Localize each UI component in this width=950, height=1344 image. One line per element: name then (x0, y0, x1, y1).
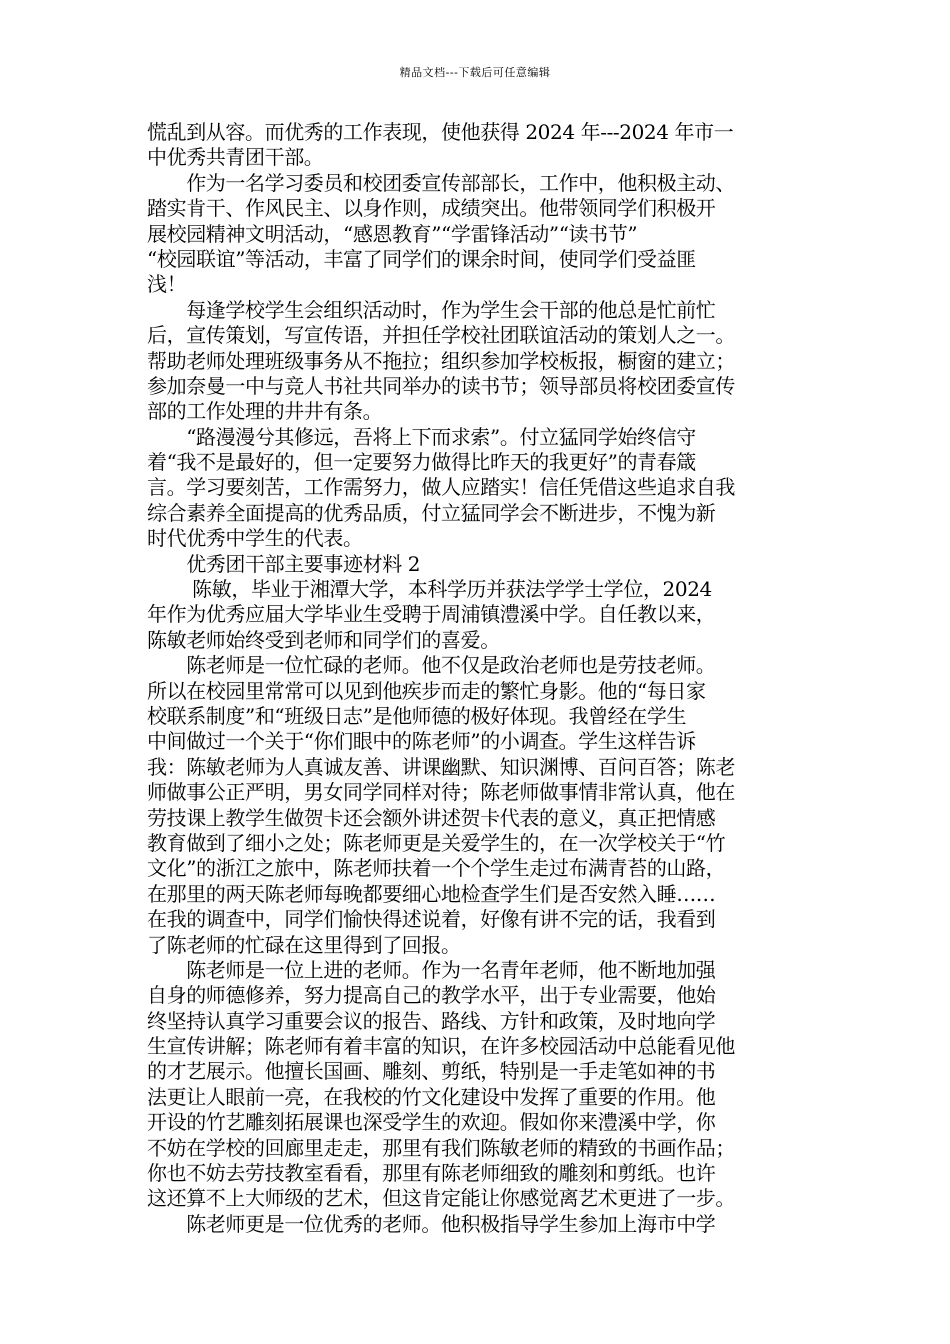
page-header: 精品文档---下载后可任意编辑 (399, 66, 551, 79)
text-line: 法更让人眼前一亮，在我校的竹文化建设中发挥了重要的作用。他 (147, 1084, 716, 1109)
text-line: 的才艺展示。他擅长国画、雕刻、剪纸，特别是一手走笔如神的书 (147, 1059, 716, 1084)
text-line: 陈老师是一位上进的老师。作为一名青年老师，他不断地加强 (147, 957, 716, 982)
text-line: 了陈老师的忙碌在这里得到了回报。 (147, 932, 461, 957)
text-line: 师做事公正严明，男女同学同样对待；陈老师做事情非常认真，他在 (147, 780, 735, 805)
text-line: 陈敏，毕业于湘潭大学，本科学历并获法学学士学位，2024 (147, 577, 712, 602)
text-line: 自身的师德修养，努力提高自己的教学水平，出于专业需要，他始 (147, 983, 716, 1008)
text-line: 优秀团干部主要事迹材料 2 (147, 551, 421, 576)
text-line: 综合素养全面提高的优秀品质，付立猛同学会不断进步，不愧为新 (147, 500, 716, 525)
text-line: 陈老师更是一位优秀的老师。他积极指导学生参加上海市中学 (147, 1211, 716, 1236)
text-line: 展校园精神文明活动，“感恩教育”“学雷锋活动”“读书节” (147, 221, 638, 246)
text-line: 教育做到了细小之处；陈老师更是关爱学生的，在一次学校关于“竹 (147, 830, 726, 855)
text-line: 开设的竹艺雕刻拓展课也深受学生的欢迎。假如你来澧溪中学，你 (147, 1110, 716, 1135)
text-line: 部的工作处理的井井有条。 (147, 399, 383, 424)
text-line: 中间做过一个关于“你们眼中的陈老师”的小调查。学生这样告诉 (147, 729, 696, 754)
text-line: 陈敏老师始终受到老师和同学们的喜爱。 (147, 627, 500, 652)
text-line: 言。学习要刻苦，工作需努力，做人应踏实！信任凭借这些追求自我 (147, 475, 735, 500)
text-line: 浅！ (147, 272, 187, 297)
text-line: 每逢学校学生会组织活动时，作为学生会干部的他总是忙前忙 (147, 297, 716, 322)
text-line: 校联系制度”和“班级日志”是他师德的极好体现。我曾经在学生 (147, 703, 687, 728)
text-line: 你也不妨去劳技教室看看，那里有陈老师细致的雕刻和剪纸。也许 (147, 1161, 716, 1186)
text-line: 后，宣传策划，写宣传语，并担任学校社团联谊活动的策划人之一。 (147, 323, 735, 348)
text-line: 慌乱到从容。而优秀的工作表现，使他获得 2024 年---2024 年市一 (147, 120, 734, 144)
text-line: 生宣传讲解；陈老师有着丰富的知识，在许多校园活动中总能看见他 (147, 1034, 735, 1059)
text-line: 这还算不上大师级的艺术，但这肯定能让你感觉离艺术更进了一步。 (147, 1186, 735, 1211)
text-line: 着“我不是最好的，但一定要努力做得比昨天的我更好”的青春箴 (147, 450, 696, 475)
text-line: 作为一名学习委员和校团委宣传部部长，工作中，他积极主动、 (147, 170, 735, 195)
text-line: 参加奈曼一中与竞人书社共同举办的读书节；领导部员将校团委宣传 (147, 373, 735, 398)
text-line: “校园联谊”等活动，丰富了同学们的课余时间，使同学们受益匪 (147, 246, 696, 271)
text-line: 劳技课上教学生做贺卡还会额外讲述贺卡代表的意义，真正把情感 (147, 805, 716, 830)
text-line: 在我的调查中，同学们愉快得述说着，好像有讲不完的话，我看到 (147, 907, 716, 932)
text-line: 踏实肯干、作风民主、以身作则，成绩突出。他带领同学们积极开 (147, 196, 716, 221)
text-line: 终坚持认真学习重要会议的报告、路线、方针和政策，及时地向学 (147, 1008, 716, 1033)
text-line: 中优秀共青团干部。 (147, 145, 324, 170)
text-line: 陈老师是一位忙碌的老师。他不仅是政治老师也是劳技老师。 (147, 653, 716, 678)
text-line: 帮助老师处理班级事务从不拖拉；组织参加学校板报，橱窗的建立； (147, 348, 735, 373)
text-line: 文化”的浙江之旅中，陈老师扶着一个个学生走过布满青苔的山路， (147, 856, 726, 881)
text-line: 时代优秀中学生的代表。 (147, 526, 363, 551)
text-line: “路漫漫兮其修远，吾将上下而求索”。付立猛同学始终信守 (147, 424, 696, 449)
text-line: 我：陈敏老师为人真诚友善、讲课幽默、知识渊博、百问百答；陈老 (147, 754, 735, 779)
document-body (147, 120, 815, 1237)
text-line: 在那里的两天陈老师每晚都要细心地检查学生们是否安然入睡…… (147, 881, 716, 906)
text-line: 年作为优秀应届大学毕业生受聘于周浦镇澧溪中学。自任教以来， (147, 602, 716, 627)
text-line: 不妨在学校的回廊里走走，那里有我们陈敏老师的精致的书画作品； (147, 1135, 735, 1160)
text-line: 所以在校园里常常可以见到他疾步而走的繁忙身影。他的“每日家 (147, 678, 706, 703)
